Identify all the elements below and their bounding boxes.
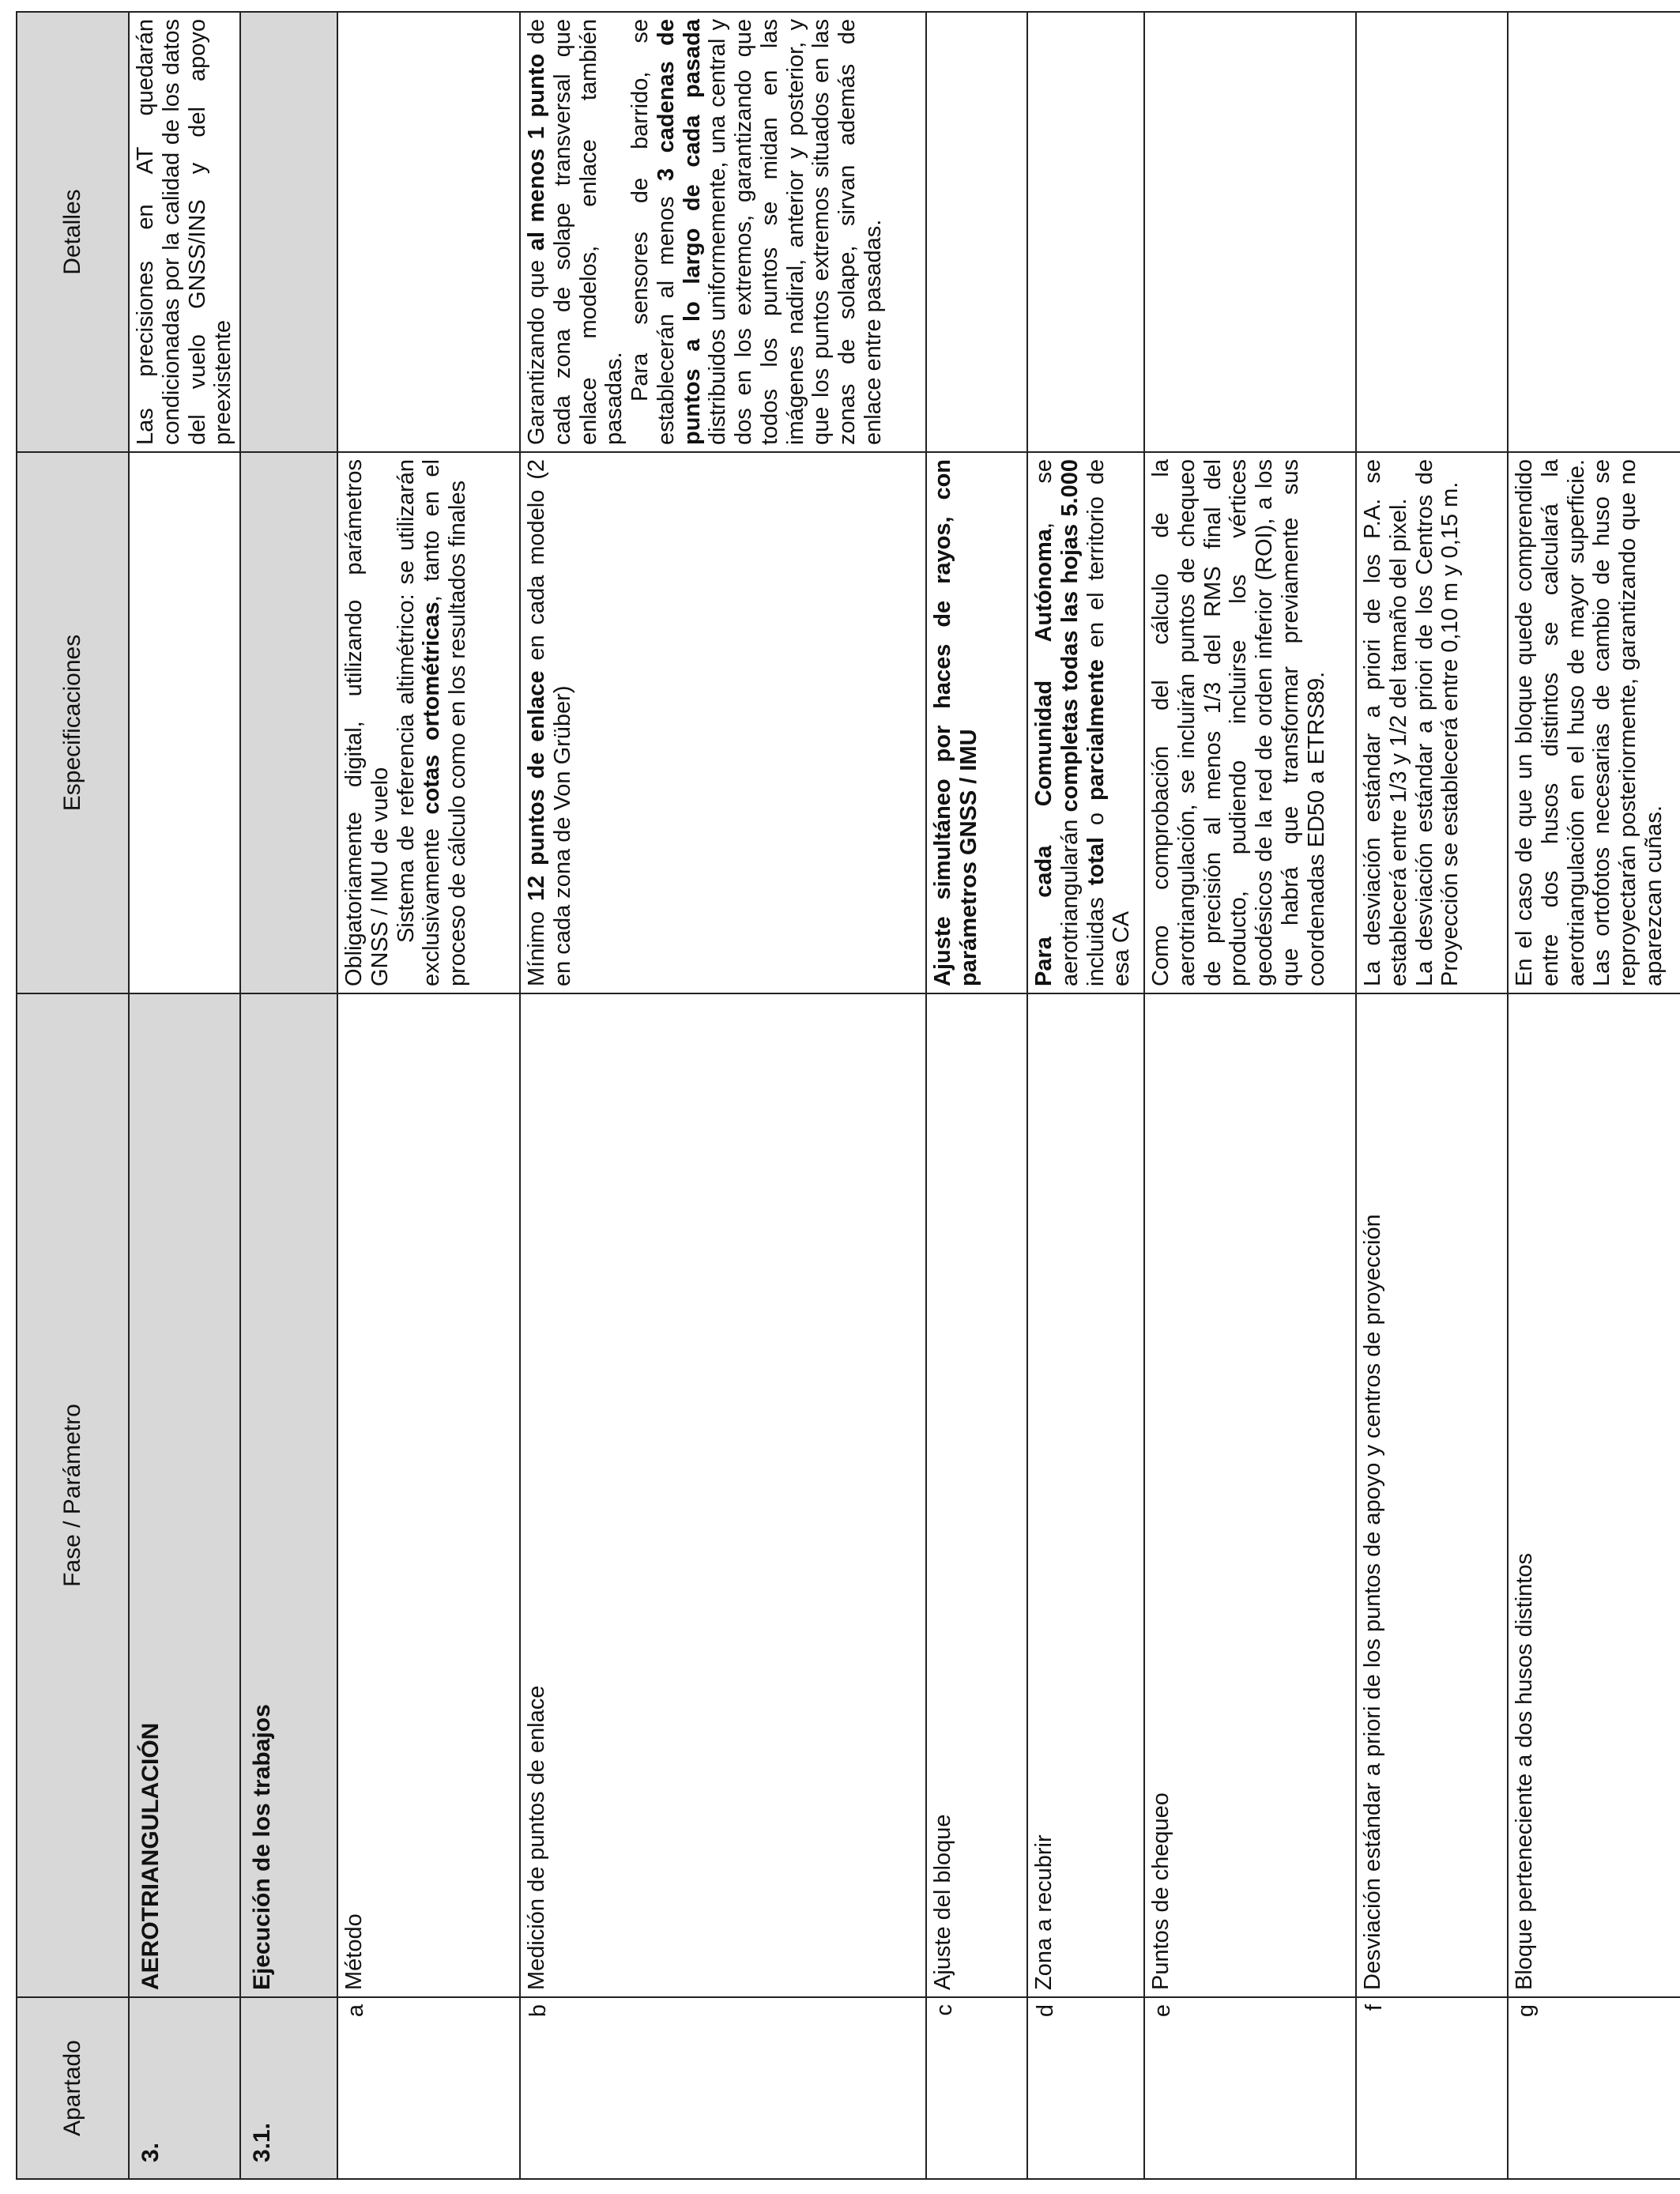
row-detalles bbox=[520, 12, 926, 452]
row-spec: Ajuste simultáneo por haces de rayos, con parámetros GNSS / IMU bbox=[926, 452, 1027, 993]
spec-text: Mínimo bbox=[524, 901, 550, 986]
spec-paragraph: La desviación estándar a priori de los P.A. se establecerá entre 1/3 y 1/2 del tamaño del pixel. bbox=[1360, 459, 1411, 986]
section-number-cell bbox=[129, 1997, 240, 2179]
det-text: distribuidos uniformemente, una central y dos en los extremos, garantizando que todos los puntos se midan en las imágenes nadiral, anterior y posterior, y que los puntos extremos situados en las zonas de solape, sirvan además de enlace entre pasadas. bbox=[705, 19, 887, 445]
row-detalles bbox=[337, 12, 520, 452]
section-number: 3. bbox=[137, 2142, 164, 2162]
subsection-row bbox=[240, 12, 337, 2179]
row-detalles bbox=[1356, 12, 1508, 452]
row-spec bbox=[1356, 452, 1508, 993]
det-bold-text: al menos 1 punto bbox=[524, 53, 550, 251]
subsection-title-cell bbox=[240, 993, 337, 1997]
row-letter: d bbox=[1033, 2004, 1059, 2018]
row-spec bbox=[1027, 452, 1144, 993]
det-text: de cada zona de solape transversal que enlace modelos, enlace también pasadas. bbox=[524, 19, 627, 445]
spec-paragraph: La desviación estándar a priori de los Centros de Proyección se establecerá entre 0,10 m y 0,15 m. bbox=[1411, 459, 1463, 986]
subsection-number-cell bbox=[240, 1997, 337, 2179]
spec-text: en cada modelo (2 en cada zona de Von Grüber) bbox=[524, 459, 575, 986]
row-letter-cell bbox=[520, 1997, 926, 2179]
specifications-table bbox=[16, 11, 1680, 2180]
row-detalles bbox=[1027, 12, 1144, 452]
header-detalles: Detalles bbox=[17, 12, 129, 452]
row-fase: Zona a recubrir bbox=[1027, 993, 1144, 1997]
spec-text: Sistema de referencia altimétrico: se utilizarán exclusivamente bbox=[393, 459, 445, 986]
spec-paragraph: Obligatoriamente digital, utilizando parámetros GNSS / IMU de vuelo bbox=[341, 459, 393, 986]
table-row bbox=[926, 12, 1027, 2179]
table-row bbox=[337, 12, 520, 2179]
section-title-cell bbox=[129, 993, 240, 1997]
det-bold-text: 3 cadenas de puntos a lo largo de cada pasada bbox=[653, 18, 705, 445]
spec-text: o bbox=[1083, 801, 1109, 838]
row-letter-cell bbox=[337, 1997, 520, 2179]
row-letter: g bbox=[1513, 2004, 1539, 2018]
row-spec bbox=[337, 452, 520, 993]
spec-bold-text: 12 puntos de enlace bbox=[524, 670, 550, 902]
header-especificaciones: Especificaciones bbox=[17, 452, 129, 993]
row-fase: Bloque perteneciente a dos husos distintos bbox=[1508, 993, 1680, 1997]
subsection-title: Ejecución de los trabajos bbox=[249, 1704, 276, 1990]
row-detalles bbox=[926, 12, 1027, 452]
section-row bbox=[129, 12, 240, 2179]
row-spec bbox=[520, 452, 926, 993]
header-apartado: Apartado bbox=[17, 1997, 129, 2179]
row-fase: Puntos de chequeo bbox=[1144, 993, 1356, 1997]
row-spec: En el caso de que un bloque quede comprendido entre dos husos distintos se calculará la aerotriangulación en el huso de mayor superficie. Las ortofotos necesarias de cambio de huso se reproyectarán posteriormente, garantizando que no aparezcan cuñas. bbox=[1508, 452, 1680, 993]
row-letter: e bbox=[1150, 2004, 1176, 2018]
spec-text: en el territorio de esa CA bbox=[1083, 459, 1135, 986]
row-spec: Como comprobación del cálculo de la aerotriangulación, se incluirán puntos de chequeo de precisión al menos 1/3 del RMS final del producto, pudiendo incluirse los vértices geodésicos de la red de orden inferior (ROI), a los que habrá que transformar previamente sus coordenadas ED50 a ETRS89. bbox=[1144, 452, 1356, 993]
table-row bbox=[1356, 12, 1508, 2179]
row-letter: a bbox=[343, 2004, 369, 2018]
subsection-det-cell bbox=[240, 12, 337, 452]
section-spec-cell bbox=[129, 452, 240, 993]
det-paragraph bbox=[524, 19, 627, 445]
table-row bbox=[1027, 12, 1144, 2179]
det-text: Garantizando que bbox=[524, 251, 550, 445]
table-row bbox=[1144, 12, 1356, 2179]
row-fase: Desviación estándar a priori de los puntos de apoyo y centros de proyección bbox=[1356, 993, 1508, 1997]
row-detalles bbox=[1144, 12, 1356, 452]
spec-bold-text: total bbox=[1083, 837, 1109, 886]
spec-bold-text: parcialmente bbox=[1083, 659, 1109, 801]
row-letter: b bbox=[525, 2004, 552, 2018]
row-letter: c bbox=[932, 2004, 958, 2016]
spec-bold-text: Para cada Comunidad Autónoma bbox=[1031, 529, 1057, 986]
row-letter-cell bbox=[1027, 1997, 1144, 2179]
row-letter: f bbox=[1362, 2004, 1388, 2011]
spec-text: incluidas bbox=[1083, 885, 1109, 986]
table-header-row bbox=[17, 12, 129, 2179]
spec-paragraph bbox=[394, 459, 471, 986]
spec-text: , se aerotriangularán bbox=[1031, 459, 1083, 986]
row-fase: Método bbox=[337, 993, 520, 1997]
table-row bbox=[1508, 12, 1680, 2179]
row-letter-cell bbox=[926, 1997, 1027, 2179]
row-letter-cell bbox=[1508, 1997, 1680, 2179]
header-fase: Fase / Parámetro bbox=[17, 993, 129, 1997]
spec-bold-text: completas todas las hojas 5.000 bbox=[1057, 459, 1083, 812]
row-detalles bbox=[1508, 12, 1680, 452]
row-fase: Medición de puntos de enlace bbox=[520, 993, 926, 1997]
row-letter-cell bbox=[1144, 1997, 1356, 2179]
spec-text: , tanto en el proceso de cálculo como en los resultados finales bbox=[419, 459, 471, 986]
row-fase: Ajuste del bloque bbox=[926, 993, 1027, 1997]
table-row bbox=[520, 12, 926, 2179]
spec-bold-text: cotas ortométricas bbox=[419, 601, 445, 815]
section-detalles: Las precisiones en AT quedarán condicionadas por la calidad de los datos del vuelo GNSS/INS y del apoyo preexistente bbox=[129, 12, 240, 452]
det-text: Para sensores de barrido, se establecerán al menos bbox=[627, 19, 679, 445]
section-title: AEROTRIANGULACIÓN bbox=[137, 1722, 164, 1990]
row-letter-cell bbox=[1356, 1997, 1508, 2179]
subsection-spec-cell bbox=[240, 452, 337, 993]
det-paragraph bbox=[627, 19, 887, 445]
subsection-number: 3.1. bbox=[249, 2122, 276, 2162]
